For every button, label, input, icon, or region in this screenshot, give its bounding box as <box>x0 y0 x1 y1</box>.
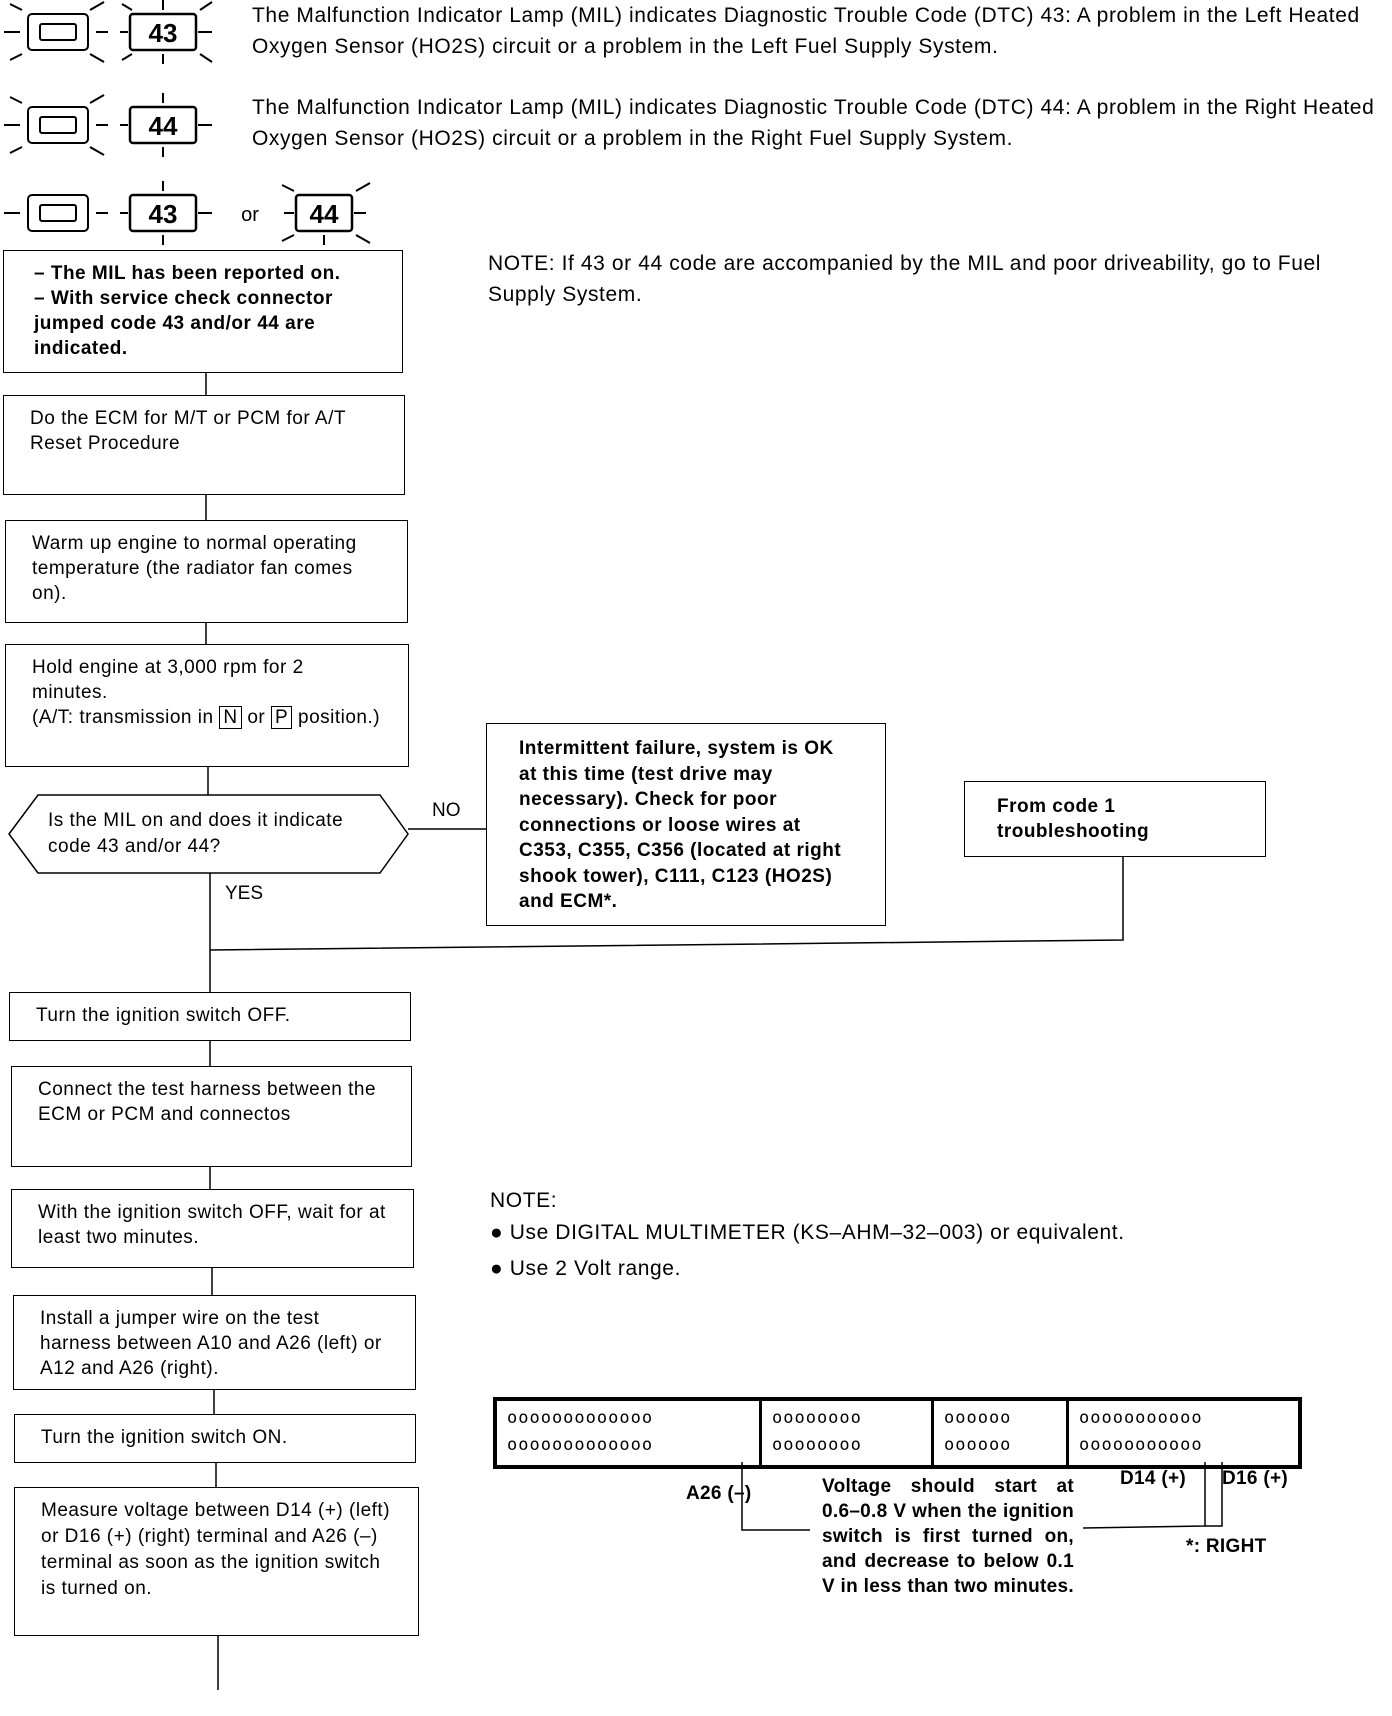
svg-text:43: 43 <box>148 199 178 229</box>
start-line-1: – The MIL has been reported on. <box>34 263 341 284</box>
connector-block-c: oooooo oooooo <box>934 1401 1069 1465</box>
hold-text-at: (A/T: transmission in <box>32 707 214 728</box>
ignition-on-box: Turn the ignition switch ON. <box>14 1414 416 1463</box>
intermittent-failure-box: Intermittent failure, system is OK at this time (test drive may necessary). Check for poor connections or loose wires at C353, C355, C356 (located at right shook tower), C111, C123 (HO2S) and ECM*. <box>486 723 886 926</box>
start-condition-box <box>3 250 403 373</box>
hold-text-position: position.) <box>298 707 381 728</box>
a26-terminal-label: A26 (–) <box>686 1483 752 1504</box>
svg-text:or: or <box>241 204 259 226</box>
mil-indicator-44 <box>0 93 230 157</box>
svg-text:43: 43 <box>148 18 178 48</box>
decision-question: Is the MIL on and does it indicate code 43 and/or 44? <box>48 810 344 857</box>
park-position-badge: P <box>271 706 292 729</box>
note-multimeter <box>490 1182 1125 1288</box>
start-line-2: – With service check connector jumped code 43 and/or 44 are indicated. <box>34 288 333 359</box>
hold-rpm-box <box>5 644 409 767</box>
mil-indicator-43-or-44 <box>0 181 400 245</box>
hold-or: or <box>247 707 266 728</box>
ignition-off-box: Turn the ignition switch OFF. <box>9 992 411 1041</box>
note-item: ● Use DIGITAL MULTIMETER (KS–AHM–32–003) or equivalent. <box>490 1221 1125 1244</box>
d16-terminal-label: D16 (+) <box>1222 1468 1288 1489</box>
dtc-43-description: The Malfunction Indicator Lamp (MIL) indicates Diagnostic Trouble Code (DTC) 43: A problem in the Left Heated Oxygen Sensor (HO2S) circuit or a problem in the Left Fuel Supply System. <box>252 4 1360 58</box>
from-code-1-box: From code 1 troubleshooting <box>964 781 1266 857</box>
svg-text:44: 44 <box>148 111 178 141</box>
note-item-text: Use DIGITAL MULTIMETER (KS–AHM–32–003) or equivalent. <box>509 1221 1125 1244</box>
note-fuel-supply: NOTE: If 43 or 44 code are accompanied by the MIL and poor driveability, go to Fuel Supply System. <box>488 252 1322 306</box>
hold-text: Hold engine at 3,000 rpm for 2 minutes. <box>32 657 304 703</box>
test-harness-connector <box>493 1397 1302 1469</box>
connect-harness-box: Connect the test harness between the ECM or PCM and connectos <box>11 1066 412 1167</box>
svg-text:44: 44 <box>309 199 339 229</box>
connector-block-d: ooooooooooo ooooooooooo <box>1079 1408 1203 1455</box>
voltage-spec-text: Voltage should start at 0.6–0.8 V when the ignition switch is first turned on, and decrease to below 0.1 V in less than two minutes. <box>822 1476 1074 1597</box>
connector-block-b: oooooooo oooooooo <box>762 1401 934 1465</box>
note-item-text: Use 2 Volt range. <box>509 1257 682 1280</box>
neutral-position-badge: N <box>219 706 241 729</box>
mil-indicator-43 <box>0 0 230 64</box>
right-footnote: *: RIGHT <box>1186 1536 1267 1557</box>
reset-procedure-box: Do the ECM for M/T or PCM for A/T Reset Procedure <box>3 395 405 495</box>
warm-up-box: Warm up engine to normal operating temperature (the radiator fan comes on). <box>5 520 408 623</box>
wait-box: With the ignition switch OFF, wait for at least two minutes. <box>11 1189 414 1268</box>
connector-block-a: ooooooooooooo ooooooooooooo <box>497 1401 762 1465</box>
measure-voltage-box: Measure voltage between D14 (+) (left) or D16 (+) (right) terminal and A26 (–) terminal as soon as the ignition switch is turned on. <box>14 1487 419 1636</box>
d14-terminal-label: D14 (+) <box>1120 1468 1186 1489</box>
jumper-wire-box: Install a jumper wire on the test harness between A10 and A26 (left) or A12 and A26 (right). <box>13 1295 416 1390</box>
note-item: ● Use 2 Volt range. <box>490 1257 682 1280</box>
yes-label: YES <box>225 883 264 904</box>
note-title: NOTE: <box>490 1189 558 1212</box>
dtc-44-description: The Malfunction Indicator Lamp (MIL) indicates Diagnostic Trouble Code (DTC) 44: A problem in the Right Heated Oxygen Sensor (HO2S) circuit or a problem in the Right Fuel Supply System. <box>252 96 1375 150</box>
no-label: NO <box>432 800 461 821</box>
